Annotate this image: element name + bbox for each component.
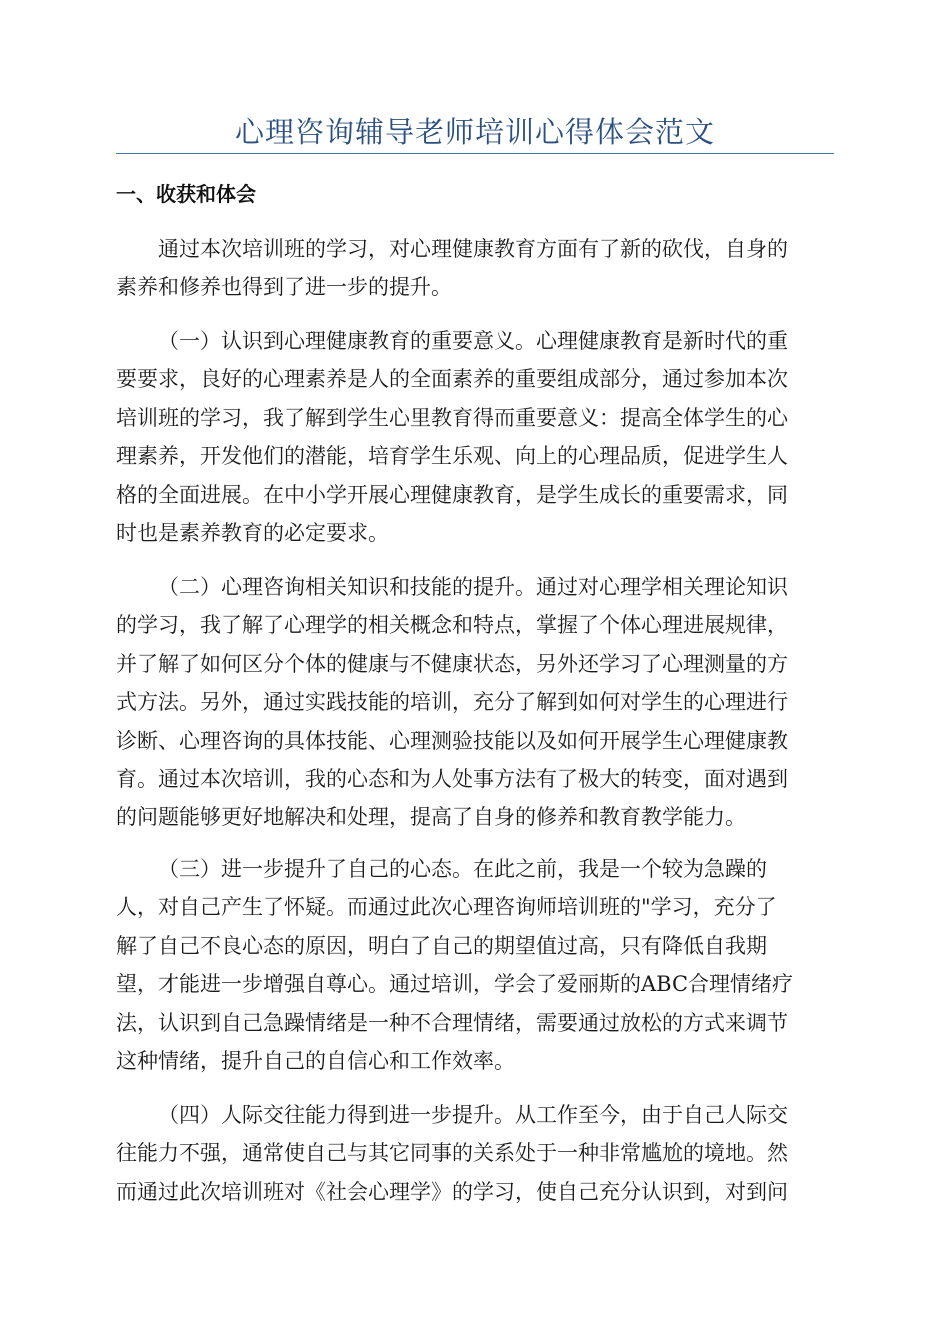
paragraph-line: （二）心理咨询相关知识和技能的提升。通过对心理学相关理论知识 (158, 575, 788, 599)
paragraph-line: 理素养，开发他们的潜能，培育学生乐观、向上的心理品质，促进学生人 (116, 444, 788, 469)
section-heading: 一、收获和体会 (116, 182, 256, 206)
paragraph-line: 的学习，我了解了心理学的相关概念和特点，掌握了个体心理进展规律， (116, 613, 788, 638)
paragraph-line: （四）人际交往能力得到进一步提升。从工作至今，由于自己人际交 (158, 1103, 788, 1127)
paragraph-line: 格的全面进展。在中小学开展心理健康教育，是学生成长的重要需求，同 (116, 482, 788, 507)
paragraph-line: 要要求，良好的心理素养是人的全面素养的重要组成部分，通过参加本次 (116, 367, 788, 392)
paragraph-line: 这种情绪，提升自己的自信心和工作效率。 (116, 1049, 515, 1074)
paragraph-point-1 (116, 322, 834, 552)
paragraph-line: 通过本次培训班的学习，对心理健康教育方面有了新的砍伐，自身的 (158, 237, 788, 261)
paragraph-intro (116, 230, 834, 307)
paragraph-line: （一）认识到心理健康教育的重要意义。心理健康教育是新时代的重 (158, 329, 788, 353)
paragraph-line: 素养和修养也得到了进一步的提升。 (116, 275, 452, 300)
title-underline (116, 153, 834, 154)
paragraph-point-2 (116, 568, 834, 837)
paragraph-line: 法，认识到自己急躁情绪是一种不合理情绪，需要通过放松的方式来调节 (116, 1010, 788, 1035)
document-title: 心理咨询辅导老师培训心得体会范文 (234, 115, 715, 149)
paragraph-line: 育。通过本次培训，我的心态和为人处事方法有了极大的转变，面对遇到 (116, 767, 788, 792)
paragraph-point-4 (116, 1096, 834, 1211)
paragraph-line: 望，才能进一步增强自尊心。通过培训，学会了爱丽斯的ABC合理情绪疗 (116, 972, 794, 997)
paragraph-point-3 (116, 850, 834, 1080)
paragraph-line: 时也是素养教育的必定要求。 (116, 521, 389, 546)
paragraph-line: 解了自己不良心态的原因，明白了自己的期望值过高，只有降低自我期 (116, 933, 767, 958)
paragraph-line: 培训班的学习，我了解到学生心里教育得而重要意义：提高全体学生的心 (116, 405, 788, 430)
paragraph-line: 并了解了如何区分个体的健康与不健康状态，另外还学习了心理测量的方 (116, 651, 788, 676)
paragraph-line: （三）进一步提升了自己的心态。在此之前，我是一个较为急躁的 (158, 857, 767, 881)
paragraph-line: 往能力不强，通常使自己与其它同事的关系处于一种非常尴尬的境地。然 (116, 1141, 788, 1166)
paragraph-line: 人，对自己产生了怀疑。而通过此次心理咨询师培训班的"学习，充分了 (116, 895, 777, 920)
paragraph-line: 的问题能够更好地解决和处理，提高了自身的修养和教育教学能力。 (116, 805, 746, 830)
paragraph-line: 而通过此次培训班对《社会心理学》的学习，使自己充分认识到，对到问 (116, 1179, 788, 1204)
paragraph-line: 诊断、心理咨询的具体技能、心理测验技能以及如何开展学生心理健康教 (116, 728, 788, 753)
paragraph-line: 式方法。另外，通过实践技能的培训，充分了解到如何对学生的心理进行 (116, 690, 788, 715)
